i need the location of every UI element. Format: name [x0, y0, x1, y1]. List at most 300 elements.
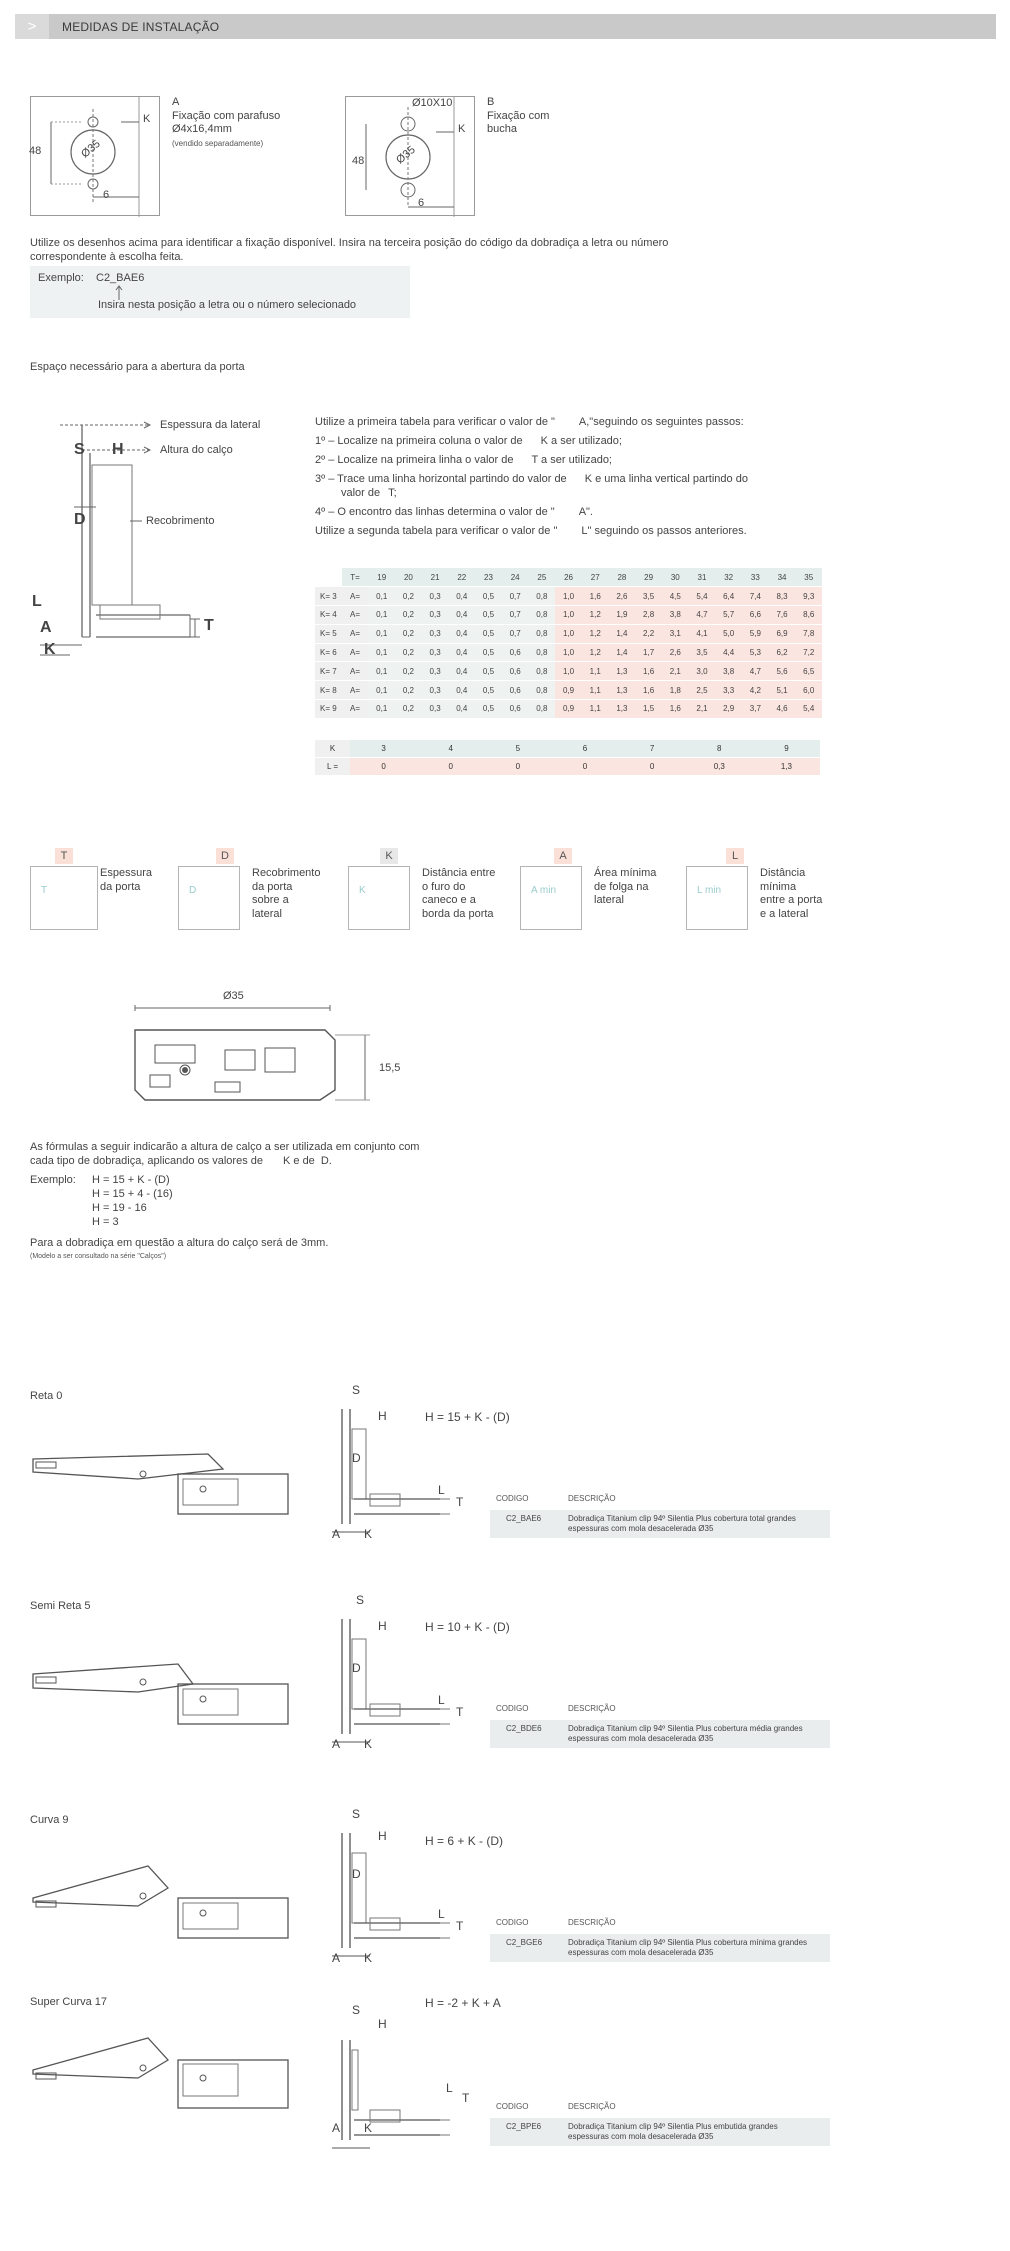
table1-cell: 2,8 [635, 606, 662, 625]
section-title: MEDIDAS DE INSTALAÇÃO [62, 20, 220, 34]
legend-text-line: da porta [100, 880, 141, 893]
table2-l-value: 0 [417, 758, 484, 775]
table1-cell: 3,3 [715, 681, 742, 700]
product-code: C2_BGE6 [506, 1938, 543, 1947]
table1-row [315, 587, 822, 606]
table1-k-label: K= 3 [315, 587, 342, 606]
table1-k-label: K= 7 [315, 662, 342, 681]
table1-row [315, 681, 822, 700]
table2-l-value: 0 [350, 758, 417, 775]
table1-t-value: 28 [609, 568, 636, 587]
legend-icon-label: A min [531, 885, 557, 896]
table1-cell: 0,1 [368, 643, 395, 662]
table1-cell: 0,2 [395, 643, 422, 662]
product-row [490, 1510, 830, 1538]
table1-t-value: 33 [742, 568, 769, 587]
table1-cell: 1,6 [635, 662, 662, 681]
label-k: K [364, 1737, 373, 1751]
formula-line2: H = 15 + 4 - (16) [92, 1188, 173, 1200]
label-a: A [332, 1737, 341, 1751]
table1-cell: 0,3 [422, 587, 449, 606]
table1-cell: 2,1 [689, 700, 716, 719]
table1-cell: 3,8 [715, 662, 742, 681]
table1-cell: 0,8 [529, 606, 556, 625]
table2-k-value: 9 [753, 740, 820, 757]
table1-t-value: 26 [555, 568, 582, 587]
label-altura: Altura do calço [160, 444, 233, 456]
fixation-b-line1: Fixação com [487, 109, 550, 122]
formula-line3: H = 19 - 16 [92, 1202, 147, 1214]
table1-cell: 1,0 [555, 643, 582, 662]
table1-cell: 0,2 [395, 606, 422, 625]
table1-cell: 1,7 [635, 643, 662, 662]
legend-text [252, 867, 320, 921]
table1-a-label: A= [342, 700, 369, 719]
fixation-a-line1: Fixação com parafuso [172, 109, 281, 122]
table1-cell: 1,8 [662, 681, 689, 700]
product-formula: H = 10 + K - (D) [425, 1620, 510, 1634]
table1-cell: 2,6 [662, 643, 689, 662]
codigo-header: CODIGO [496, 2102, 529, 2111]
table1-t-value: 35 [795, 568, 822, 587]
label-a: A [332, 1951, 341, 1965]
legend-icon-label: L min [697, 885, 722, 896]
descricao-header: DESCRIÇÃO [568, 1918, 616, 1927]
formula-p2c: D. [320, 1155, 332, 1167]
table1-header-row [315, 568, 822, 587]
product-row [490, 2118, 830, 2146]
table2-k-value: 6 [551, 740, 618, 757]
hinge-drawing-svg [125, 990, 405, 1110]
table2-l-value: 0 [619, 758, 686, 775]
dim-k: K [44, 641, 56, 658]
table1-a-label: A= [342, 681, 369, 700]
legend-text-line: Distância entre [422, 867, 496, 879]
legend-tag: T [55, 848, 73, 864]
table2-k-label: K [315, 740, 350, 757]
example-box [30, 266, 410, 318]
product-row [490, 1720, 830, 1748]
formula-p2b: K e de [283, 1155, 315, 1167]
table1-k-label: K= 5 [315, 624, 342, 643]
table1-cell: 3,5 [635, 587, 662, 606]
table1-a-label: A= [342, 606, 369, 625]
label-s: S [356, 1593, 365, 1607]
formula-p2a: cada tipo de dobradiça, aplicando os valores de [30, 1155, 263, 1167]
table1-cell: 3,7 [742, 700, 769, 719]
step0-a: Utilize a primeira tabela para verificar o valor de " [315, 416, 555, 428]
formula-block [30, 1140, 530, 1264]
fixation-a-line3: (vendido separadamente) [172, 138, 264, 148]
table1-cell: 0,8 [529, 700, 556, 719]
fixation-b-line2: bucha [487, 123, 517, 135]
table1-cell: 0,4 [448, 624, 475, 643]
product-hinge-svg [28, 1644, 298, 1744]
table1-cell: 2,6 [609, 587, 636, 606]
table2-k-value: 7 [619, 740, 686, 757]
table1-cell: 0,3 [422, 681, 449, 700]
product-description [568, 1724, 803, 1744]
table1-cell: 7,6 [769, 606, 796, 625]
table1-cell: 2,5 [689, 681, 716, 700]
table1-a-label: A= [342, 587, 369, 606]
table1-cell: 0,5 [475, 624, 502, 643]
label-l: L [446, 2081, 453, 2095]
label-h: H [378, 2017, 387, 2031]
table1-cell: 1,1 [582, 700, 609, 719]
dim-k: K [458, 123, 466, 135]
table-l-values [315, 740, 820, 775]
fixation-note-line1: Utilize os desenhos acima para identificar a fixação disponível. Insira na terceira posição do código da dobradiça a letra ou número [30, 237, 669, 249]
legend-tag: D [216, 848, 234, 864]
table1-cell: 6,5 [795, 662, 822, 681]
table1-row [315, 606, 822, 625]
table1-cell: 0,1 [368, 681, 395, 700]
chevron-right-icon: > [15, 14, 49, 39]
table1-cell: 0,4 [448, 587, 475, 606]
table1-cell: 7,8 [795, 624, 822, 643]
fixation-a-drawing [30, 96, 160, 216]
table1-cell: 1,3 [609, 662, 636, 681]
legend-tag: L [726, 848, 744, 864]
step4-a: O encontro das linhas determina o valor de " [337, 506, 555, 518]
legend-text-line: Distância [760, 867, 806, 879]
product-desc-line2: espessuras com mola desacelerada Ø35 [568, 1524, 714, 1533]
label-h: H [378, 1409, 387, 1423]
product-formula: H = 15 + K - (D) [425, 1410, 510, 1424]
product-hinge-svg [28, 2030, 298, 2130]
table1-cell: 1,6 [635, 681, 662, 700]
door-diagram [30, 415, 290, 665]
table1-t-value: 31 [689, 568, 716, 587]
table2-k-value: 3 [350, 740, 417, 757]
table1-cell: 0,2 [395, 624, 422, 643]
table1-cell: 0,9 [555, 700, 582, 719]
table1-cell: 4,6 [769, 700, 796, 719]
dim-6: 6 [418, 197, 425, 209]
step3-a: Trace uma linha horizontal partindo do valor de [337, 473, 567, 485]
legend-icon-box [520, 866, 582, 930]
step1-b: K a ser utilizado; [540, 435, 622, 447]
table1-cell: 0,8 [529, 643, 556, 662]
step1-a: Localize na primeira coluna o valor de [337, 435, 523, 447]
fixation-a-letter: A [172, 96, 180, 108]
step3-num: 3º – [315, 473, 335, 485]
table1-a-label: A= [342, 662, 369, 681]
legend-text-line: caneco e a [422, 894, 476, 906]
fixation-b-text [487, 96, 549, 137]
table1-cell: 0,8 [529, 681, 556, 700]
label-recobrimento: Recobrimento [146, 515, 215, 527]
dim-15-5: 15,5 [379, 1062, 401, 1074]
step4-num: 4º – [315, 506, 335, 518]
table1-cell: 1,0 [555, 624, 582, 643]
table1-cell: 7,2 [795, 643, 822, 662]
table1-cell: 0,5 [475, 587, 502, 606]
table1-cell: 1,1 [582, 681, 609, 700]
product-section [0, 1990, 1010, 2190]
product-description [568, 1514, 796, 1534]
label-t: T [456, 1705, 464, 1719]
legend-text-line: mínima [760, 880, 797, 893]
dim-h: H [112, 441, 124, 458]
table1-t-value: 34 [769, 568, 796, 587]
table1-t-value: 23 [475, 568, 502, 587]
product-diagram-svg [330, 1808, 480, 1968]
table1-cell: 0,1 [368, 606, 395, 625]
space-title: Espaço necessário para a abertura da porta [30, 361, 245, 373]
table1-t-value: 22 [448, 568, 475, 587]
table1-cell: 6,0 [795, 681, 822, 700]
table1-cell: 1,3 [609, 700, 636, 719]
table1-cell: 0,9 [555, 681, 582, 700]
table1-t-value: 29 [635, 568, 662, 587]
table1-k-label: K= 8 [315, 681, 342, 700]
table1-cell: 3,0 [689, 662, 716, 681]
product-desc-line1: Dobradiça Titanium clip 94º Silentia Plus cobertura mínima grandes [568, 1938, 808, 1947]
table1-cell: 0,5 [475, 643, 502, 662]
table1-cell: 1,2 [582, 606, 609, 625]
table-a-values [315, 568, 822, 719]
table1-row [315, 700, 822, 719]
table1-cell: 0,3 [422, 643, 449, 662]
codigo-header: CODIGO [496, 1704, 529, 1713]
step3-d: T; [388, 487, 397, 499]
table1-cell: 1,4 [609, 624, 636, 643]
label-l: L [438, 1483, 445, 1497]
table1-cell: 0,3 [422, 624, 449, 643]
table1-cell: 1,0 [555, 662, 582, 681]
label-t: T [456, 1919, 464, 1933]
product-diagram-svg [330, 2017, 480, 2150]
legend-text [594, 867, 656, 908]
label-s: S [352, 1383, 361, 1397]
legend-icon-label: T [41, 885, 48, 896]
table1-cell: 5,0 [715, 624, 742, 643]
table1-cell: 1,2 [582, 624, 609, 643]
table1-cell: 2,2 [635, 624, 662, 643]
product-hinge-svg [28, 1858, 298, 1958]
legend-text-line: da porta [252, 880, 293, 893]
table1-cell: 4,1 [689, 624, 716, 643]
dim-s: S [74, 441, 85, 458]
table1-row [315, 624, 822, 643]
product-desc-line1: Dobradiça Titanium clip 94º Silentia Plus cobertura média grandes [568, 1724, 803, 1733]
legend-icon-label: D [189, 885, 197, 896]
label-t: T [462, 2091, 470, 2105]
label-k: K [364, 1951, 373, 1965]
table1-cell: 2,9 [715, 700, 742, 719]
table1-cell: 0,7 [502, 606, 529, 625]
section-header [15, 14, 996, 39]
steps-block [315, 415, 815, 543]
step3-b: K e uma linha vertical partindo do [584, 473, 748, 485]
table1-cell: 9,3 [795, 587, 822, 606]
table2-l-value: 0 [551, 758, 618, 775]
dim-l: L [32, 593, 42, 610]
step1-num: 1º – [315, 435, 335, 447]
formula-result: Para a dobradiça em questão a altura do calço será de 3mm. [30, 1237, 329, 1249]
table1-cell: 7,4 [742, 587, 769, 606]
table1-cell: 5,7 [715, 606, 742, 625]
product-desc-line2: espessuras com mola desacelerada Ø35 [568, 1948, 714, 1957]
legend-tag: A [554, 848, 572, 864]
legend-text-line: Espessura [100, 867, 152, 879]
legend-text-line: sobre a [252, 894, 289, 906]
table1-cell: 0,8 [529, 662, 556, 681]
table1-cell: 1,6 [582, 587, 609, 606]
table1-cell: 4,7 [742, 662, 769, 681]
table1-cell: 1,9 [609, 606, 636, 625]
table1-row [315, 662, 822, 681]
table1-cell: 1,5 [635, 700, 662, 719]
table1-cell: 0,3 [422, 662, 449, 681]
table1-a-label: A= [342, 643, 369, 662]
table1-cell: 5,4 [795, 700, 822, 719]
label-s: S [352, 2003, 361, 2017]
table2-l-value: 0 [484, 758, 551, 775]
step0-b: A,"seguindo os seguintes passos: [578, 416, 744, 428]
step5-a: Utilize a segunda tabela para verificar o valor de " [315, 525, 558, 537]
label-d: D [352, 1867, 361, 1881]
table1-cell: 1,3 [609, 681, 636, 700]
table1-cell: 1,0 [555, 606, 582, 625]
codigo-header: CODIGO [496, 1494, 529, 1503]
legend-item [178, 845, 343, 930]
product-row [490, 1934, 830, 1962]
table1-cell: 1,0 [555, 587, 582, 606]
label-k: K [364, 2121, 373, 2135]
legend-text [100, 867, 152, 894]
table1-blank [315, 568, 342, 587]
table1-cell: 0,8 [529, 587, 556, 606]
table1-cell: 6,6 [742, 606, 769, 625]
table1-cell: 0,4 [448, 700, 475, 719]
legend-item [686, 845, 851, 930]
table1-cell: 4,7 [689, 606, 716, 625]
product-description [568, 2122, 778, 2142]
dim-k: K [143, 113, 151, 125]
table1-cell: 6,4 [715, 587, 742, 606]
label-l: L [438, 1693, 445, 1707]
table1-cell: 8,6 [795, 606, 822, 625]
product-code: C2_BAE6 [506, 1514, 542, 1523]
step2-num: 2º – [315, 454, 335, 466]
legend-row [30, 845, 930, 930]
table1-cell: 3,1 [662, 624, 689, 643]
label-l: L [438, 1907, 445, 1921]
table2-k-value: 5 [484, 740, 551, 757]
dim-35: Ø35 [394, 143, 418, 167]
product-desc-line1: Dobradiça Titanium clip 94º Silentia Plus embutida grandes [568, 2122, 778, 2131]
table1-cell: 0,7 [502, 587, 529, 606]
table1-cell: 0,5 [475, 700, 502, 719]
formula-line1: H = 15 + K - (D) [92, 1174, 170, 1186]
dim-48: 48 [352, 155, 365, 167]
table1-cell: 0,8 [529, 624, 556, 643]
table1-cell: 1,1 [582, 662, 609, 681]
descricao-header: DESCRIÇÃO [568, 1494, 616, 1503]
table1-cell: 3,5 [689, 643, 716, 662]
table1-cell: 0,4 [448, 606, 475, 625]
legend-text-line: de folga na [594, 880, 649, 893]
table1-cell: 5,4 [689, 587, 716, 606]
table2-k-value: 4 [417, 740, 484, 757]
table1-cell: 5,6 [769, 662, 796, 681]
fixation-a-line2: Ø4x16,4mm [172, 123, 232, 135]
fixation-b-drawing [345, 96, 475, 216]
label-a: A [332, 1527, 341, 1541]
legend-text-line: lateral [594, 894, 624, 906]
legend-text-line: borda da porta [422, 907, 494, 920]
table1-t-value: 27 [582, 568, 609, 587]
table1-cell: 4,4 [715, 643, 742, 662]
table1-cell: 8,3 [769, 587, 796, 606]
example-label: Exemplo: [38, 272, 84, 284]
product-code: C2_BPE6 [506, 2122, 542, 2131]
legend-icon-box [30, 866, 98, 930]
product-desc-line2: espessuras com mola desacelerada Ø35 [568, 1734, 714, 1743]
table1-t-label: T= [342, 568, 369, 587]
legend-text-line: e a lateral [760, 907, 809, 920]
table1-cell: 0,6 [502, 700, 529, 719]
fixation-a-text [172, 96, 280, 150]
product-title: Semi Reta 5 [30, 1600, 91, 1612]
table1-cell: 0,2 [395, 587, 422, 606]
dim-d: D [74, 511, 86, 528]
table1-t-value: 25 [529, 568, 556, 587]
table1-cell: 0,4 [448, 681, 475, 700]
table1-k-label: K= 4 [315, 606, 342, 625]
table1-cell: 1,4 [609, 643, 636, 662]
table1-cell: 5,1 [769, 681, 796, 700]
legend-text-line: o furo do [422, 880, 466, 893]
example-hint: Insira nesta posição a letra ou o número selecionado [98, 299, 357, 311]
table1-cell: 6,9 [769, 624, 796, 643]
table1-t-value: 24 [502, 568, 529, 587]
hinge-drawing [125, 990, 405, 1110]
product-section [0, 1384, 1010, 1584]
legend-item [30, 845, 195, 930]
legend-text [760, 867, 822, 921]
table1-cell: 0,5 [475, 662, 502, 681]
formula-example-label: Exemplo: [30, 1174, 76, 1186]
legend-icon-label: K [359, 885, 366, 896]
table1-cell: 0,1 [368, 624, 395, 643]
legend-text-line: entre a porta [760, 894, 823, 906]
table1-cell: 0,1 [368, 700, 395, 719]
product-desc-line1: Dobradiça Titanium clip 94º Silentia Plus cobertura total grandes [568, 1514, 796, 1523]
product-section [0, 1808, 1010, 2008]
descricao-header: DESCRIÇÃO [568, 2102, 616, 2111]
label-s: S [352, 1807, 361, 1821]
table1-cell: 5,3 [742, 643, 769, 662]
table1-cell: 0,1 [368, 662, 395, 681]
legend-icon-box [686, 866, 748, 930]
table1-cell: 0,6 [502, 662, 529, 681]
table1-cell: 4,5 [662, 587, 689, 606]
dim-6: 6 [103, 189, 110, 201]
step4-b: A". [578, 506, 593, 518]
legend-icon-box [178, 866, 240, 930]
label-k: K [364, 1527, 373, 1541]
table1-t-value: 21 [422, 568, 449, 587]
product-title: Reta 0 [30, 1390, 63, 1402]
product-code: C2_BDE6 [506, 1724, 542, 1733]
fixation-note [30, 236, 730, 264]
table1-cell: 0,4 [448, 643, 475, 662]
table1-cell: 0,1 [368, 587, 395, 606]
